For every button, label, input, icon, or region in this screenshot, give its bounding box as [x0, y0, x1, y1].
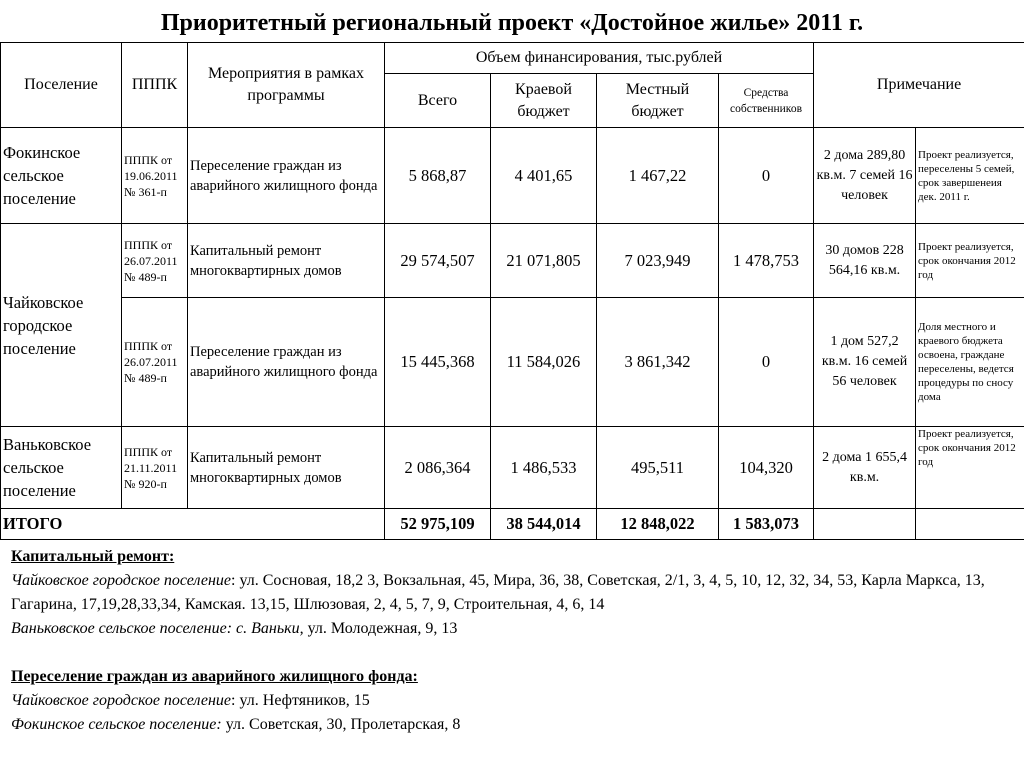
capital-repair-settlement-1: Чайковское городское поселение — [11, 572, 232, 589]
regional-budget-cell: 1 486,533 — [491, 427, 597, 509]
page-title: Приоритетный региональный проект «Достойное жилье» 2011 г. — [160, 10, 864, 36]
capital-repair-addresses-1: : ул. Сосновая, 18,2 3, Вокзальная, 45, Мира, 36, 38, Советская, 2/1, 3, 4, 5, 10, 12, 32, 34, 53, Карла Маркса, 13, Гагарина, 17,19,28,33,34, Камская. 13,15, Шлюзовая, 2, 4, 5, 7, 9, Строительная, 4, 6, 14 — [11, 572, 985, 613]
capital-repair-heading: Капитальный ремонт: — [11, 548, 175, 565]
header-pppk: ПППК — [122, 43, 188, 128]
settlement-cell: Фокинское сельское поселение — [1, 128, 122, 224]
resettlement-line-1 — [11, 689, 1016, 713]
financing-table — [0, 42, 1024, 540]
totals-total: 52 975,109 — [385, 509, 491, 540]
note-status-cell: Проект реализуется, срок окончания 2012 год — [916, 427, 1024, 509]
header-financing: Объем финансирования, тыс.рублей — [385, 43, 814, 74]
settlement-cell: Чайковское городское поселение — [1, 224, 122, 427]
pppk-cell: ПППК от 19.06.2011 № 361-п — [122, 128, 188, 224]
totals-note-summary — [814, 509, 916, 540]
capital-repair-line-2 — [11, 617, 1016, 641]
measure-cell: Капитальный ремонт многоквартирных домов — [188, 224, 385, 298]
regional-budget-cell: 4 401,65 — [491, 128, 597, 224]
capital-repair-settlement-2: Ваньковское сельское поселение: с. Ваньки, — [11, 620, 304, 637]
capital-repair-addresses-2: ул. Молодежная, 9, 13 — [303, 620, 458, 637]
header-settlement: Поселение — [1, 43, 122, 128]
total-cell: 29 574,507 — [385, 224, 491, 298]
table-row — [1, 128, 1024, 224]
header-regional-budget: Краевой бюджет — [491, 74, 597, 128]
note-summary-cell: 30 домов 228 564,16 кв.м. — [814, 224, 916, 298]
header-row-1 — [1, 43, 1024, 74]
measure-cell: Переселение граждан из аварийного жилищного фонда — [188, 128, 385, 224]
pppk-cell: ПППК от 26.07.2011 № 489-п — [122, 298, 188, 427]
regional-budget-cell: 21 071,805 — [491, 224, 597, 298]
totals-regional-budget: 38 544,014 — [491, 509, 597, 540]
note-summary-cell: 2 дома 289,80 кв.м. 7 семей 16 человек — [814, 128, 916, 224]
resettlement-line-2 — [11, 713, 1016, 737]
resettlement-addresses-1: : ул. Нефтяников, 15 — [231, 692, 370, 709]
total-cell: 15 445,368 — [385, 298, 491, 427]
note-status-cell: Доля местного и краевого бюджета освоена, граждане переселены, ведется процедуры по сносу дома — [916, 298, 1024, 427]
owners-funds-cell: 1 478,753 — [719, 224, 814, 298]
totals-label: ИТОГО — [1, 509, 385, 540]
total-cell: 2 086,364 — [385, 427, 491, 509]
owners-funds-cell: 0 — [719, 128, 814, 224]
totals-row — [1, 509, 1024, 540]
resettlement-settlement-2: Фокинское сельское поселение: — [11, 716, 222, 733]
pppk-cell: ПППК от 26.07.2011 № 489-п — [122, 224, 188, 298]
note-status-cell: Проект реализуется, срок окончания 2012 год — [916, 224, 1024, 298]
totals-note-status — [916, 509, 1024, 540]
totals-local-budget: 12 848,022 — [597, 509, 719, 540]
owners-funds-cell: 104,320 — [719, 427, 814, 509]
local-budget-cell: 7 023,949 — [597, 224, 719, 298]
settlement-cell: Ваньковское сельское поселение — [1, 427, 122, 509]
total-cell: 5 868,87 — [385, 128, 491, 224]
local-budget-cell: 3 861,342 — [597, 298, 719, 427]
resettlement-heading: Переселение граждан из аварийного жилищного фонда: — [11, 668, 418, 685]
local-budget-cell: 1 467,22 — [597, 128, 719, 224]
totals-owners-funds: 1 583,073 — [719, 509, 814, 540]
local-budget-cell: 495,511 — [597, 427, 719, 509]
note-summary-cell: 1 дом 527,2 кв.м. 16 семей 56 человек — [814, 298, 916, 427]
header-owners-funds: Средства собственников — [719, 74, 814, 128]
table-row — [1, 224, 1024, 298]
regional-budget-cell: 11 584,026 — [491, 298, 597, 427]
header-total: Всего — [385, 74, 491, 128]
header-measures: Мероприятия в рамках программы — [188, 43, 385, 128]
measure-cell: Капитальный ремонт многоквартирных домов — [188, 427, 385, 509]
capital-repair-line-1 — [11, 569, 1016, 617]
measure-cell: Переселение граждан из аварийного жилищного фонда — [188, 298, 385, 427]
owners-funds-cell: 0 — [719, 298, 814, 427]
resettlement-addresses-2: ул. Советская, 30, Пролетарская, 8 — [221, 716, 461, 733]
footnotes — [11, 545, 1016, 737]
footnote-spacer — [11, 641, 1016, 665]
pppk-cell: ПППК от 21.11.2011 № 920-п — [122, 427, 188, 509]
table-row — [1, 427, 1024, 509]
table-row — [1, 298, 1024, 427]
note-summary-cell: 2 дома 1 655,4 кв.м. — [814, 427, 916, 509]
header-local-budget: Местный бюджет — [597, 74, 719, 128]
header-note: Примечание — [814, 43, 1024, 128]
resettlement-settlement-1: Чайковское городское поселение — [11, 692, 232, 709]
note-status-cell: Проект реализуется, переселены 5 семей, срок завершенеия дек. 2011 г. — [916, 128, 1024, 224]
